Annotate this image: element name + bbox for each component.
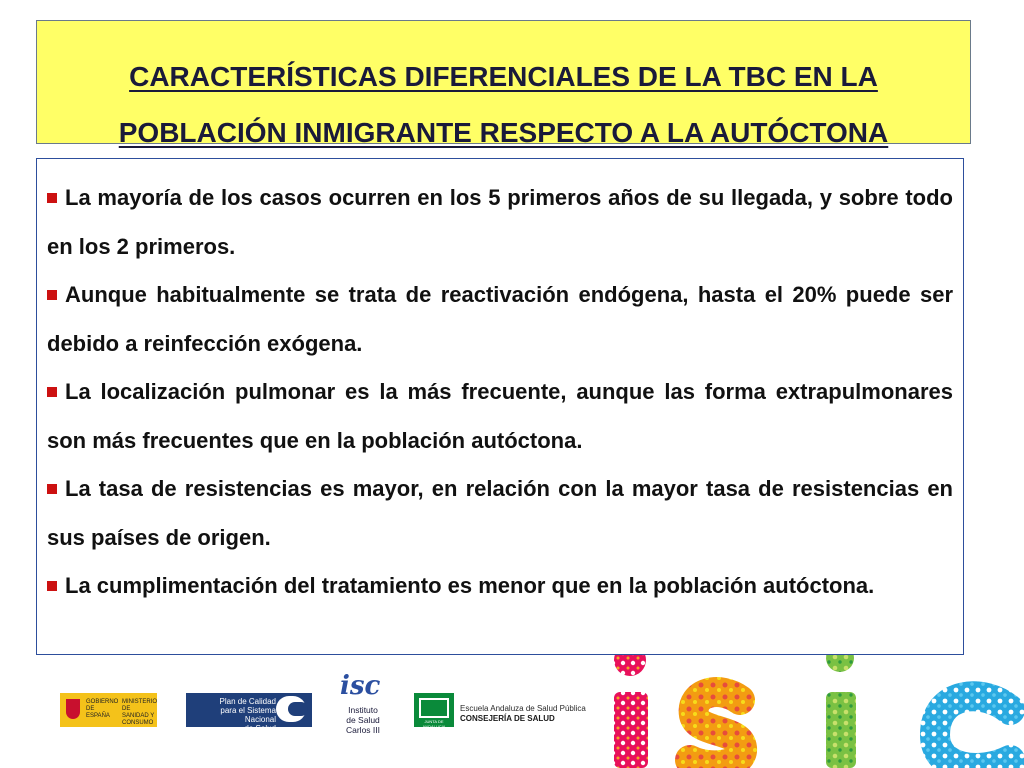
content-box [36,158,964,655]
square-bullet-icon [47,581,57,591]
title-line-1: CARACTERÍSTICAS DIFERENCIALES DE LA TBC EN LA [129,61,878,92]
junta-andalucia-logo [414,693,454,727]
square-bullet-icon [47,484,57,494]
square-bullet-icon [47,193,57,203]
bullet-text: La tasa de resistencias es mayor, en relación con la mayor tasa de resistencias en sus países de origen. [47,476,953,550]
deco-c-shape [935,696,1010,768]
bullet-text: La mayoría de los casos ocurren en los 5 primeros años de su llegada, y sobre todo en los 2 primeros. [47,185,953,259]
bullet-text: La localización pulmonar es la más frecuente, aunque las forma extrapulmonares son más frecuentes que en la población autóctona. [47,379,953,453]
junta-label: JUNTA DE ANDALUCIA [422,719,446,729]
junta-arch-icon [419,698,449,718]
bullet-item [47,271,953,368]
bullet-item [47,562,953,611]
escuela-andaluza-logo [460,704,610,724]
plan-calidad-logo [186,693,312,733]
deco-i-stem [614,692,648,768]
isciii-logo [338,671,388,757]
isciii-label: Instituto de Salud Carlos III [345,705,380,735]
deco-s-shape [690,692,742,765]
bullet-item [47,368,953,465]
bullet-text: Aunque habitualmente se trata de reactivación endógena, hasta el 20% puede ser debido a reinfección exógena. [47,282,953,356]
bullet-item [47,174,953,271]
deco-i-stem [826,692,856,768]
bullet-item [47,465,953,562]
title-line-2: POBLACIÓN INMIGRANTE RESPECTO A LA AUTÓCTONA [118,117,889,148]
gobierno-label: GOBIERNO DE ESPAÑA [86,699,119,719]
escuela-label: Escuela Andaluza de Salud Pública [460,704,586,713]
title-box [36,20,971,148]
ministerio-label: MINISTERIO DE SANIDAD Y CONSUMO [122,699,158,726]
bullet-list [37,159,963,611]
isc-mark: isc [340,671,381,701]
square-bullet-icon [47,387,57,397]
plan-calidad-label: Plan de Calidad para el Sistema Nacional de Salud [219,697,276,733]
square-bullet-icon [47,290,57,300]
spain-shield-icon [66,699,80,719]
bullet-text: La cumplimentación del tratamiento es menor que en la población autóctona. [65,573,875,598]
consejeria-label: CONSEJERÍA DE SALUD [460,714,555,723]
gobierno-espana-logo [60,693,157,727]
